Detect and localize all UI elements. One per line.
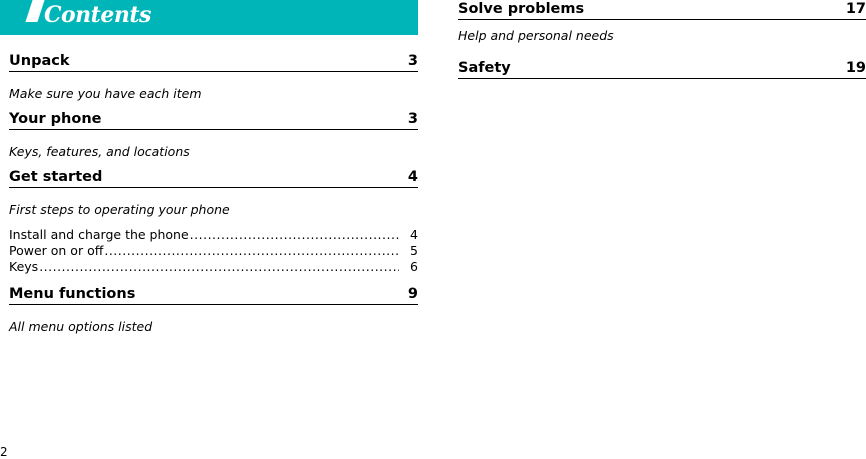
- toc-section-subtitle: Help and personal needs: [458, 28, 614, 43]
- toc-section-heading[interactable]: [9, 52, 418, 72]
- toc-section-subtitle: First steps to operating your phone: [9, 202, 230, 217]
- toc-section-subtitle: Keys, features, and locations: [9, 144, 190, 159]
- toc-section-page: 3: [407, 53, 418, 69]
- toc-section-unpack[interactable]: [9, 52, 418, 102]
- toc-section-subtitle: Make sure you have each item: [9, 86, 202, 101]
- toc-entry[interactable]: [9, 259, 418, 275]
- toc-section-page: 9: [407, 286, 418, 302]
- toc-dot-leader: [39, 259, 399, 275]
- toc-section-title: Solve problems: [458, 1, 585, 17]
- toc-entry-page: 4: [410, 227, 418, 242]
- toc-entry[interactable]: [9, 243, 418, 259]
- toc-entry[interactable]: [9, 227, 418, 243]
- toc-entry-label: Keys: [9, 259, 39, 274]
- toc-dot-leader: [104, 243, 399, 259]
- toc-entry-list: [9, 227, 418, 275]
- page-number: 2: [0, 445, 8, 459]
- toc-entry-page: 6: [410, 259, 418, 274]
- toc-section-menu-functions[interactable]: [9, 285, 418, 335]
- toc-section-safety[interactable]: [458, 59, 866, 79]
- toc-section-solve-problems[interactable]: [458, 0, 866, 44]
- toc-section-your-phone[interactable]: [9, 110, 418, 160]
- toc-section-heading[interactable]: [458, 0, 866, 20]
- toc-section-heading[interactable]: [9, 168, 418, 188]
- toc-section-page: 3: [407, 111, 418, 127]
- toc-section-heading[interactable]: [9, 285, 418, 305]
- toc-entry-label: Install and charge the phone: [9, 227, 189, 242]
- toc-section-heading[interactable]: [9, 110, 418, 130]
- toc-section-title: Menu functions: [9, 286, 136, 302]
- toc-section-title: Your phone: [9, 111, 102, 127]
- toc-section-title: Get started: [9, 169, 103, 185]
- toc-entry-page: 5: [410, 243, 418, 258]
- toc-section-page: 17: [845, 1, 866, 17]
- toc-section-heading[interactable]: [458, 59, 866, 79]
- page-title: Contents: [44, 2, 151, 28]
- toc-section-get-started[interactable]: [9, 168, 418, 275]
- contents-banner: [0, 0, 418, 35]
- toc-section-page: 19: [845, 60, 866, 76]
- toc-section-page: 4: [407, 169, 418, 185]
- toc-section-title: Unpack: [9, 53, 70, 69]
- banner-slash-decoration: [25, 0, 44, 22]
- toc-section-subtitle: All menu options listed: [9, 319, 153, 334]
- toc-entry-label: Power on or off: [9, 243, 104, 258]
- toc-section-title: Safety: [458, 60, 511, 76]
- toc-dot-leader: [190, 227, 399, 243]
